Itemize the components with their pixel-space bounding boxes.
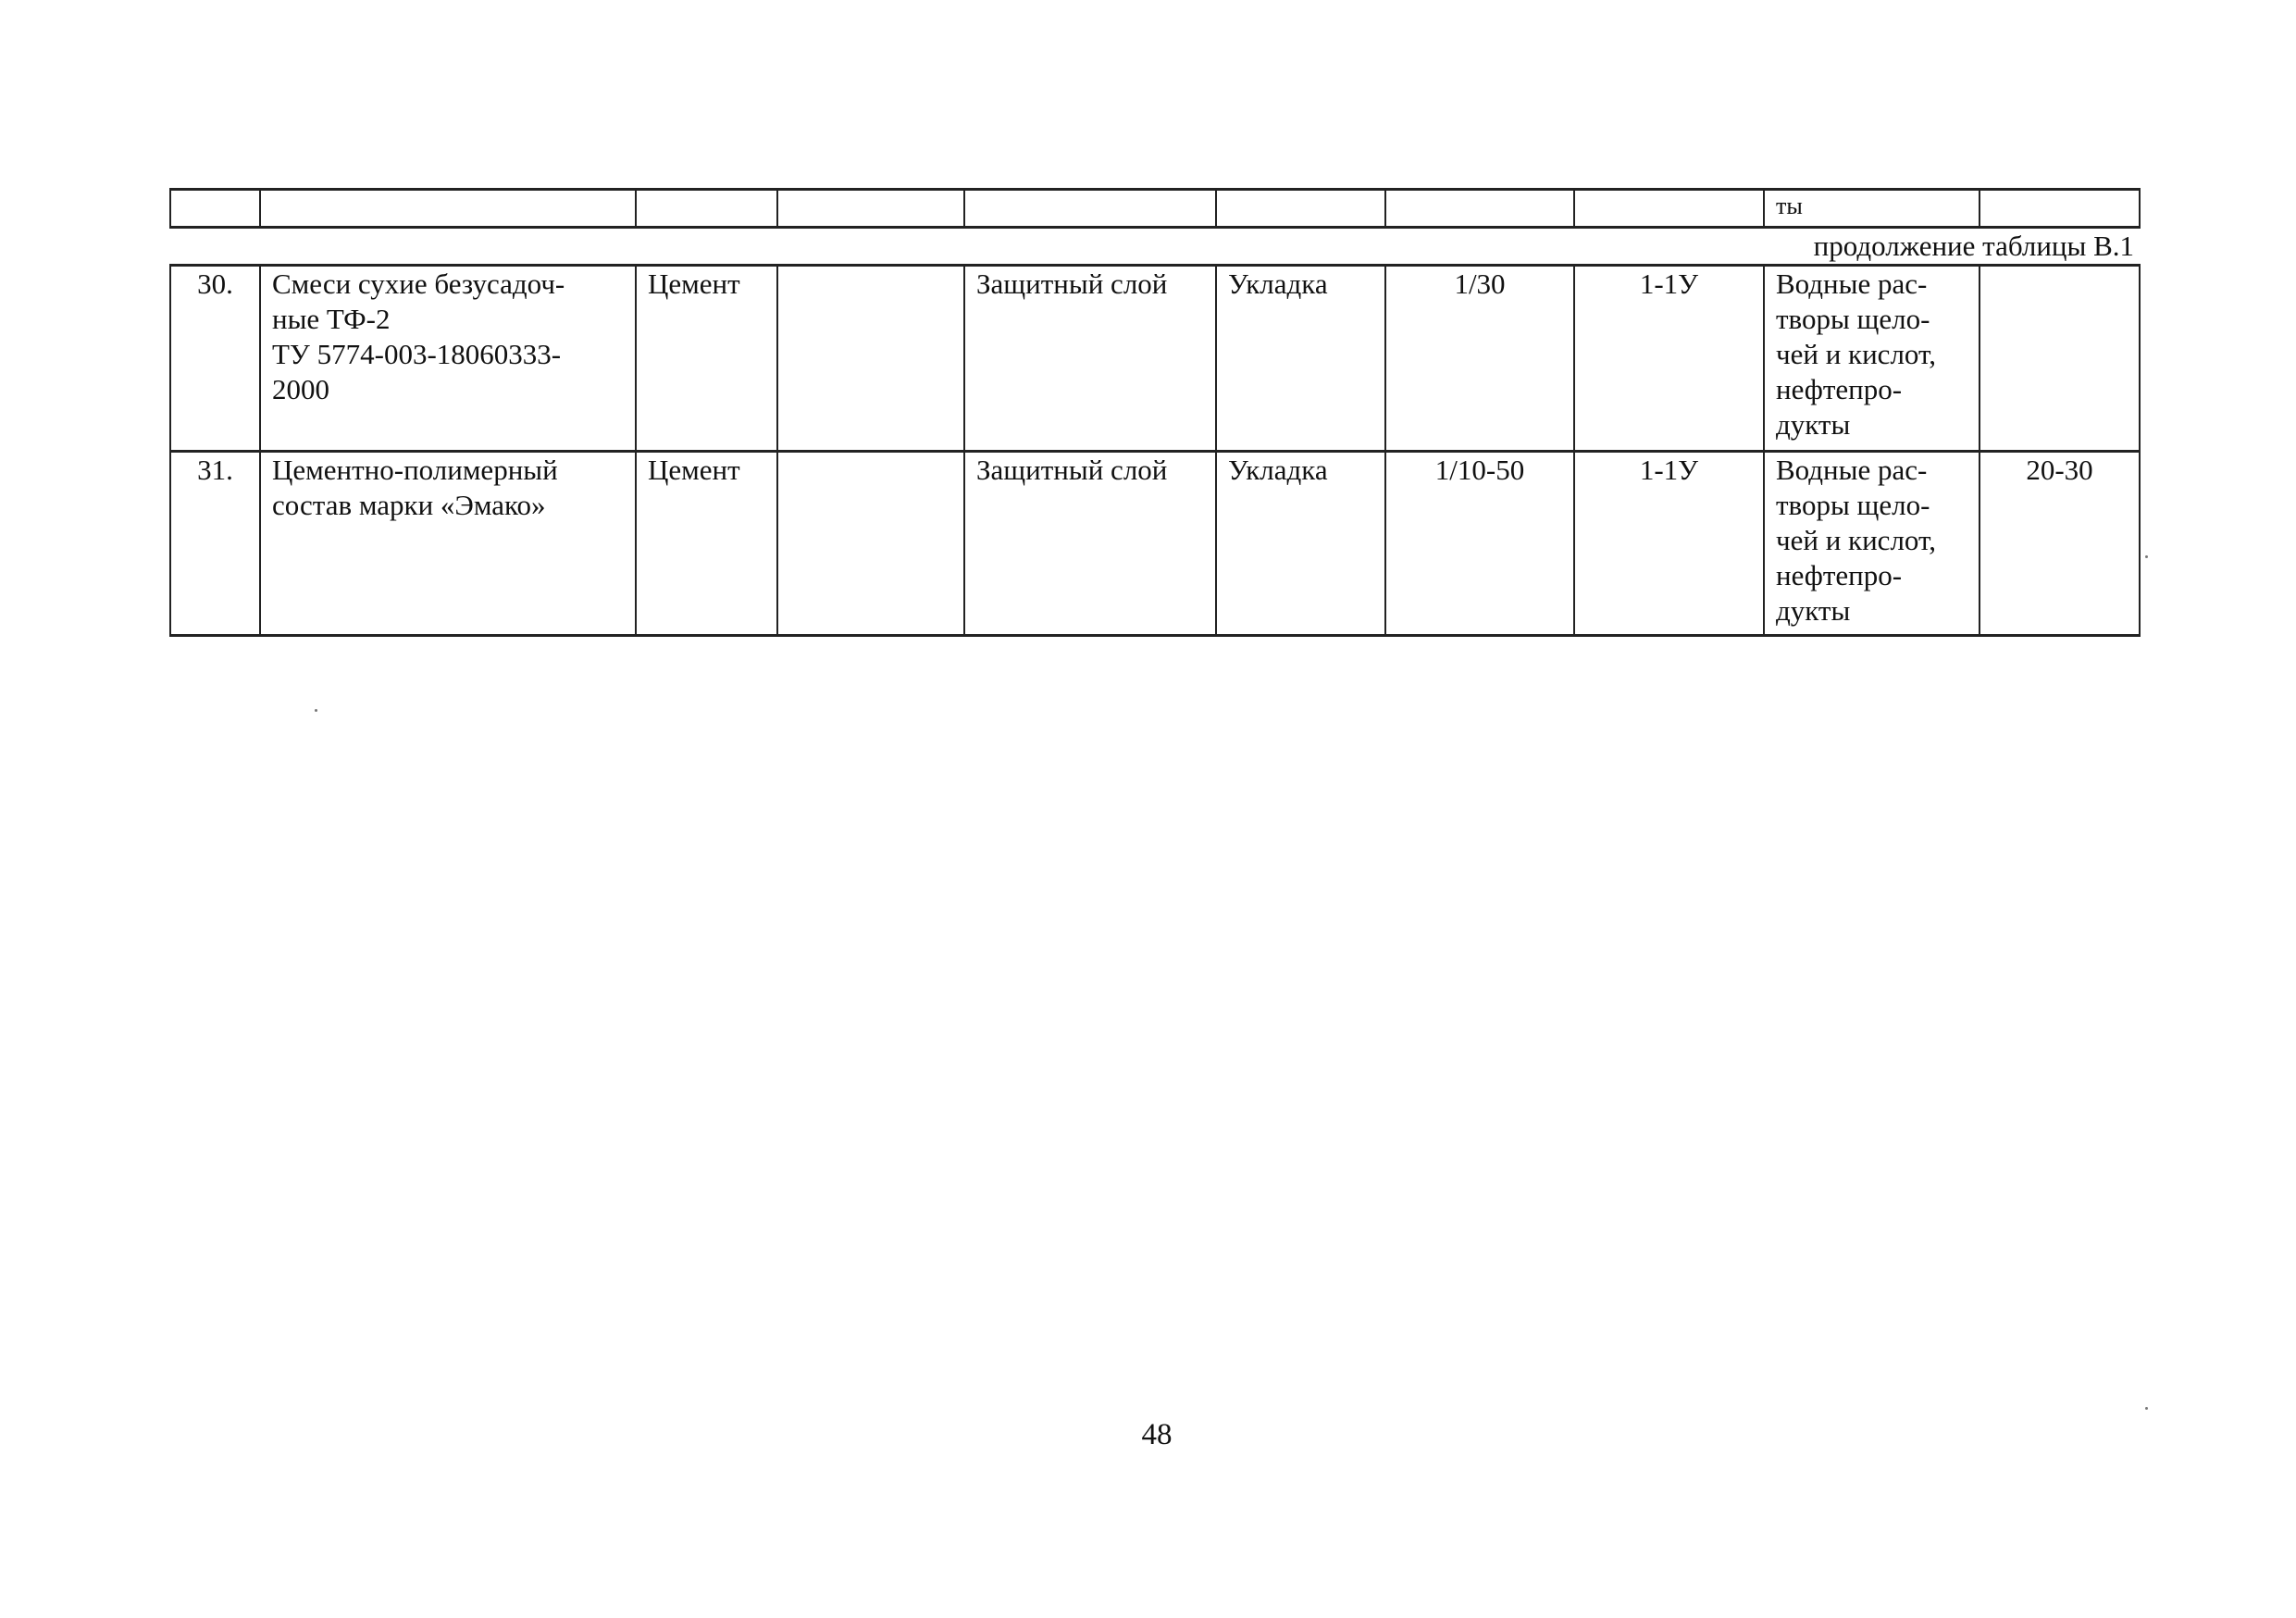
table-header-fragment-row bbox=[170, 190, 2140, 228]
scan-speck bbox=[2145, 555, 2148, 558]
materials-table bbox=[169, 188, 2141, 637]
continuation-row bbox=[170, 228, 2140, 266]
table-cell bbox=[636, 190, 777, 228]
aggressive-media: Водные рас- творы щело- чей и кислот, нефтепро- дукты bbox=[1764, 452, 1980, 636]
thickness: 20-30 bbox=[1980, 452, 2140, 636]
table-cell bbox=[1980, 266, 2140, 452]
page-number: 48 bbox=[1141, 1418, 1173, 1451]
scan-speck bbox=[2145, 1407, 2148, 1410]
application-method: Укладка bbox=[1216, 266, 1385, 452]
table-cell bbox=[1574, 190, 1764, 228]
binder: Цемент bbox=[636, 266, 777, 452]
scan-speck bbox=[315, 709, 317, 712]
row-number: 30. bbox=[170, 266, 260, 452]
class: 1-1У bbox=[1574, 452, 1764, 636]
table-cell bbox=[777, 266, 964, 452]
table-cell bbox=[1216, 190, 1385, 228]
table-cell: ты bbox=[1764, 190, 1980, 228]
table-row bbox=[170, 452, 2140, 636]
purpose: Защитный слой bbox=[964, 452, 1216, 636]
table-cell bbox=[1980, 190, 2140, 228]
ratio: 1/10-50 bbox=[1385, 452, 1574, 636]
application-method: Укладка bbox=[1216, 452, 1385, 636]
ratio: 1/30 bbox=[1385, 266, 1574, 452]
row-number: 31. bbox=[170, 452, 260, 636]
material-name: Цементно-полимерный состав марки «Эмако» bbox=[260, 452, 636, 636]
table-cell bbox=[170, 190, 260, 228]
material-name: Смеси сухие безусадоч- ные ТФ-2 ТУ 5774-003-18060333- 2000 bbox=[260, 266, 636, 452]
class: 1-1У bbox=[1574, 266, 1764, 452]
table-cell bbox=[964, 190, 1216, 228]
table-cell bbox=[777, 452, 964, 636]
table-cell bbox=[260, 190, 636, 228]
binder: Цемент bbox=[636, 452, 777, 636]
table-cell bbox=[1385, 190, 1574, 228]
aggressive-media: Водные рас- творы щело- чей и кислот, нефтепро- дукты bbox=[1764, 266, 1980, 452]
table-row bbox=[170, 266, 2140, 452]
continuation-label: продолжение таблицы В.1 bbox=[1813, 230, 2134, 262]
table-cell bbox=[777, 190, 964, 228]
purpose: Защитный слой bbox=[964, 266, 1216, 452]
